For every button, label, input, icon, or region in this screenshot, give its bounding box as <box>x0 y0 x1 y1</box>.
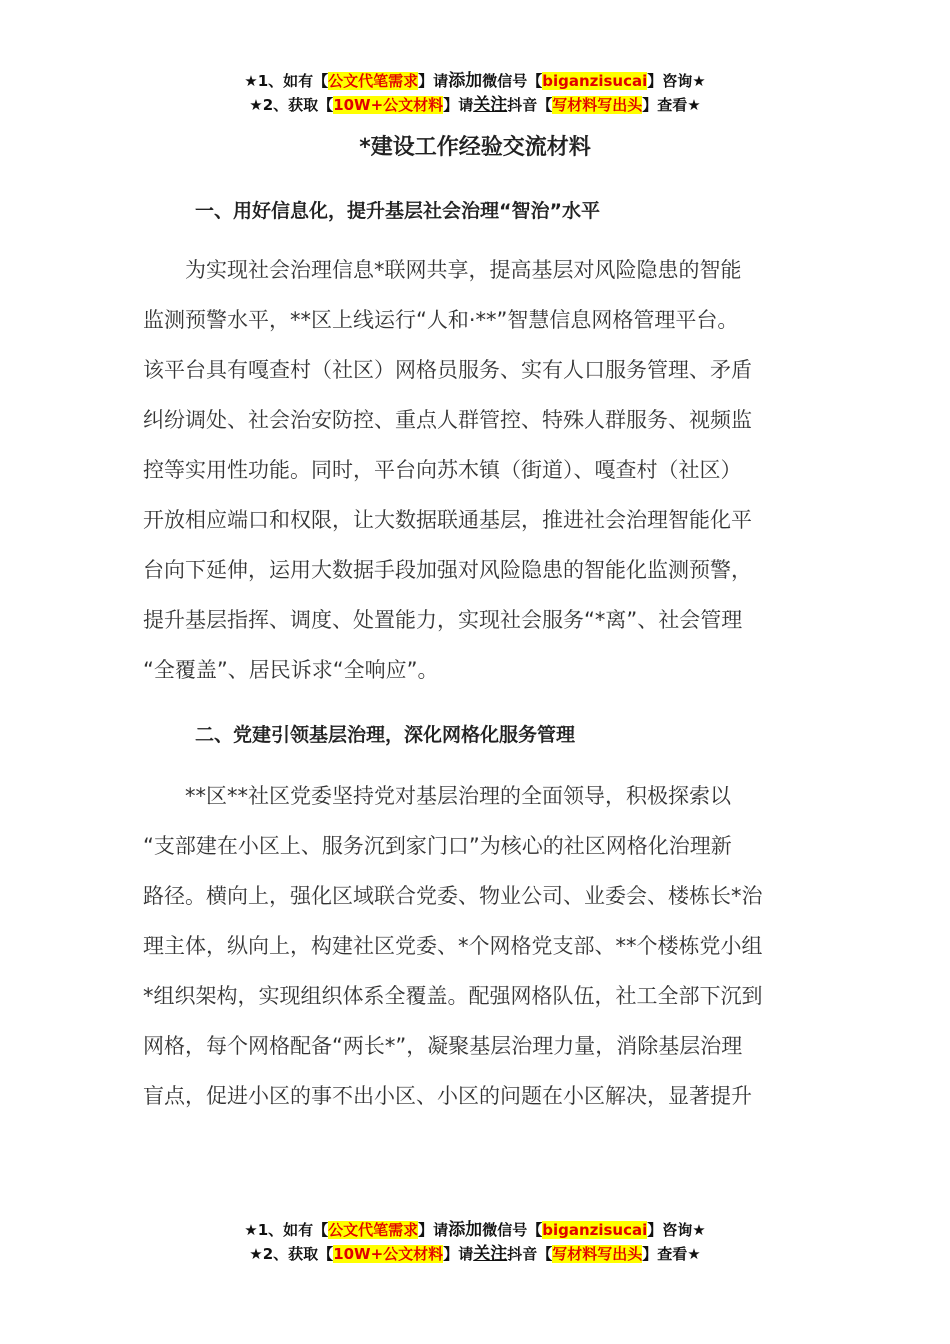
promo-text: 】请 <box>443 96 474 114</box>
promo-text: 】咨询 <box>647 1221 693 1239</box>
paragraph-line: 开放相应端口和权限，让大数据联通基层，推进社会治理智能化平 <box>143 508 752 532</box>
paragraph-line: 台向下延伸，运用大数据手段加强对风险隐患的智能化监测预警， <box>143 558 752 582</box>
star-icon: ★ <box>244 72 258 90</box>
paragraph-line: 路径。横向上，强化区域联合党委、物业公司、业委会、楼栋长*治 <box>143 884 763 908</box>
promo-text: 2、获取【 <box>262 96 334 114</box>
promo-emphasis: 关注 <box>473 95 508 115</box>
star-icon: ★ <box>687 1245 701 1263</box>
promo-highlight: biganzisucai <box>542 1221 648 1239</box>
paragraph-line: *组织架构，实现组织体系全覆盖。配强网格队伍，社工全部下沉到 <box>143 984 763 1008</box>
section-heading-1: 一、用好信息化，提升基层社会治理“智治”水平 <box>195 200 600 222</box>
promo-text: 】请 <box>443 1245 474 1263</box>
promo-banner-bottom <box>0 1218 950 1266</box>
promo-line-2 <box>0 1242 950 1266</box>
paragraph-line: **区**社区党委坚持党对基层治理的全面领导，积极探索以 <box>143 784 731 808</box>
promo-highlight: 写材料写出头 <box>552 1245 643 1263</box>
promo-highlight: 公文代笔需求 <box>328 1221 419 1239</box>
promo-text: 1、如有【 <box>257 1221 329 1239</box>
promo-text: 微信号【 <box>482 1221 543 1239</box>
paragraph-line: 该平台具有嘎查村（社区）网格员服务、实有人口服务管理、矛盾 <box>143 358 752 382</box>
promo-text: 】请 <box>418 72 449 90</box>
paragraph-line: 盲点，促进小区的事不出小区、小区的问题在小区解决，显著提升 <box>143 1084 752 1108</box>
promo-highlight: 10W+公文材料 <box>333 96 444 114</box>
paragraph-line: 为实现社会治理信息*联网共享，提高基层对风险隐患的智能 <box>143 258 742 282</box>
promo-emphasis: 添加 <box>448 1220 483 1240</box>
paragraph-line: “支部建在小区上、服务沉到家门口”为核心的社区网格化治理新 <box>143 834 732 858</box>
star-icon: ★ <box>249 96 263 114</box>
paragraph-line: “全覆盖”、居民诉求“全响应”。 <box>143 658 439 682</box>
promo-emphasis: 关注 <box>473 1244 508 1264</box>
promo-text: 】查看 <box>642 1245 688 1263</box>
promo-text: 微信号【 <box>482 72 543 90</box>
paragraph-line: 纠纷调处、社会治安防控、重点人群管控、特殊人群服务、视频监 <box>143 408 752 432</box>
star-icon: ★ <box>687 96 701 114</box>
promo-text: 抖音【 <box>507 96 553 114</box>
paragraph-line: 监测预警水平，**区上线运行“人和·**”智慧信息网格管理平台。 <box>143 308 739 332</box>
star-icon: ★ <box>249 1245 263 1263</box>
section-heading-2: 二、党建引领基层治理，深化网格化服务管理 <box>195 724 576 746</box>
promo-text: 】咨询 <box>647 72 693 90</box>
promo-line-2 <box>0 93 950 117</box>
paragraph-line: 网格，每个网格配备“两长*”，凝聚基层治理力量，消除基层治理 <box>143 1034 743 1058</box>
promo-highlight: 写材料写出头 <box>552 96 643 114</box>
promo-text: 】查看 <box>642 96 688 114</box>
section-1-body <box>143 245 808 695</box>
star-icon: ★ <box>692 72 706 90</box>
promo-line-1 <box>0 69 950 93</box>
section-2-body <box>143 771 808 1121</box>
promo-highlight: 公文代笔需求 <box>328 72 419 90</box>
promo-text: 2、获取【 <box>262 1245 334 1263</box>
paragraph-line: 控等实用性功能。同时，平台向苏木镇（街道）、嘎查村（社区） <box>143 458 742 482</box>
promo-line-1 <box>0 1218 950 1242</box>
promo-highlight: biganzisucai <box>542 72 648 90</box>
star-icon: ★ <box>692 1221 706 1239</box>
promo-highlight: 10W+公文材料 <box>333 1245 444 1263</box>
promo-emphasis: 添加 <box>448 71 483 91</box>
promo-text: 抖音【 <box>507 1245 553 1263</box>
star-icon: ★ <box>244 1221 258 1239</box>
promo-text: 】请 <box>418 1221 449 1239</box>
document-title: *建设工作经验交流材料 <box>359 135 591 160</box>
promo-text: 1、如有【 <box>257 72 329 90</box>
paragraph-line: 理主体，纵向上，构建社区党委、*个网格党支部、**个楼栋党小组 <box>143 934 763 958</box>
promo-banner-top <box>0 69 950 117</box>
paragraph-line: 提升基层指挥、调度、处置能力，实现社会服务“*离”、社会管理 <box>143 608 743 632</box>
